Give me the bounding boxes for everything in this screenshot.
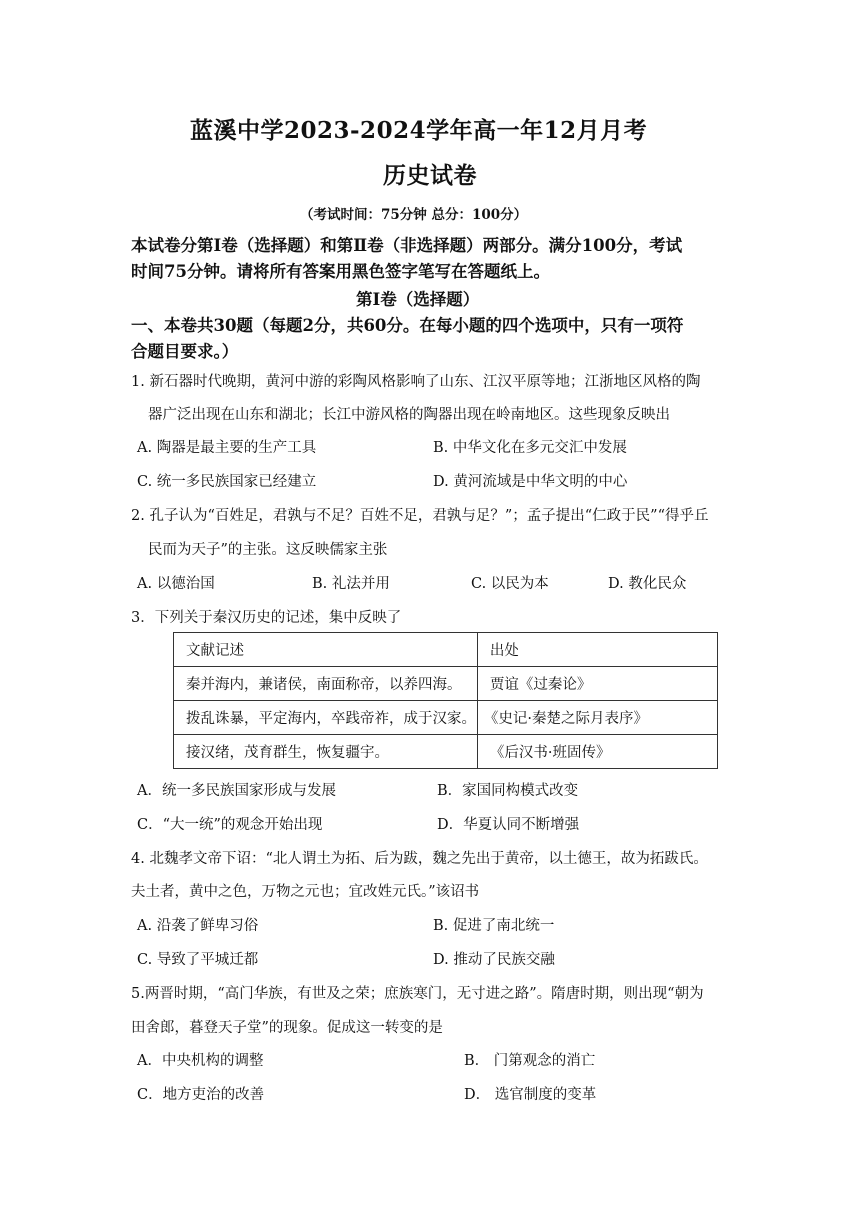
part-1-instruction-2: 合题目要求。） — [131, 342, 239, 361]
question-1-option-b: B. 中华文化在多元交汇中发展 — [433, 440, 627, 456]
question-3-option-c: C．“大一统”的观念开始出现 — [137, 817, 323, 833]
table-cell: 拨乱诛暴，平定海内，卒践帝祚，成于汉家。 — [174, 701, 478, 735]
question-1-option-c: C. 统一多民族国家已经建立 — [137, 474, 317, 490]
question-2-option-a: A. 以德治国 — [137, 576, 215, 592]
question-5-option-b: B． 门第观念的消亡 — [464, 1053, 596, 1069]
question-5-option-c: C．地方吏治的改善 — [137, 1087, 265, 1103]
question-3-option-b: B．家国同构模式改变 — [437, 783, 579, 799]
question-2-stem-line-2: 民而为天子”的主张。这反映儒家主张 — [148, 542, 388, 558]
table-row — [174, 735, 718, 769]
part-1-heading: 第Ⅰ卷（选择题） — [356, 290, 480, 309]
question-3-option-a: A．统一多民族国家形成与发展 — [137, 783, 336, 799]
exam-title: 蓝溪中学2023-2024学年高一年12月月考 — [190, 117, 648, 144]
question-3-option-d: D．华夏认同不断增强 — [437, 817, 580, 833]
table-cell: 《史记·秦楚之际月表序》 — [477, 701, 717, 735]
question-1-option-a: A. 陶器是最主要的生产工具 — [137, 440, 317, 456]
question-3-stem: 3．下列关于秦汉历史的记述，集中反映了 — [131, 610, 402, 626]
intro-line-2: 时间75分钟。请将所有答案用黑色签字笔写在答题纸上。 — [131, 262, 550, 281]
exam-subtitle: 历史试卷 — [383, 162, 477, 189]
question-1-stem-line-1: 1. 新石器时代晚期，黄河中游的彩陶风格影响了山东、江汉平原等地；江浙地区风格的陶 — [131, 374, 701, 390]
question-5-stem-line-2: 田舍郎，暮登天子堂”的现象。促成这一转变的是 — [131, 1020, 443, 1036]
question-5-option-a: A．中央机构的调整 — [137, 1053, 264, 1069]
question-3-source-table — [173, 632, 718, 769]
question-2-option-d: D. 教化民众 — [608, 576, 687, 592]
question-4-option-a: A. 沿袭了鲜卑习俗 — [137, 918, 259, 934]
table-cell: 秦并海内，兼诸侯，南面称帝，以养四海。 — [174, 667, 478, 701]
table-row — [174, 667, 718, 701]
intro-line-1: 本试卷分第Ⅰ卷（选择题）和第Ⅱ卷（非选择题）两部分。满分100分，考试 — [131, 236, 683, 255]
part-1-instruction-1: 一、本卷共30题（每题2分，共60分。在每小题的四个选项中，只有一项符 — [131, 316, 684, 335]
table-cell: 贾谊《过秦论》 — [477, 667, 717, 701]
question-1-stem-line-2: 器广泛出现在山东和湖北；长江中游风格的陶器出现在岭南地区。这些现象反映出 — [148, 407, 670, 423]
table-header-cell: 文献记述 — [174, 633, 478, 667]
question-5-option-d: D． 选官制度的变革 — [464, 1087, 597, 1103]
question-4-stem-line-2: 夫土者，黄中之色，万物之元也；宜改姓元氏。”该诏书 — [131, 884, 480, 900]
table-header-row — [174, 633, 718, 667]
table-cell: 《后汉书·班固传》 — [477, 735, 717, 769]
question-5-stem-line-1: 5.两晋时期，“高门华族，有世及之荣；庶族寒门，无寸进之路”。隋唐时期，则出现“朝为 — [131, 986, 704, 1002]
table-header-cell: 出处 — [477, 633, 717, 667]
table-cell: 接汉绪，茂育群生，恢复疆宇。 — [174, 735, 478, 769]
exam-info: （考试时间：75分钟 总分：100分） — [300, 207, 528, 223]
question-2-stem-line-1: 2. 孔子认为“百姓足，君孰与不足？百姓不足，君孰与足？”；孟子提出“仁政于民”“得乎丘 — [131, 508, 709, 524]
question-4-option-b: B. 促进了南北统一 — [433, 918, 555, 934]
question-4-option-d: D. 推动了民族交融 — [433, 952, 555, 968]
question-4-option-c: C. 导致了平城迁都 — [137, 952, 259, 968]
question-2-option-b: B. 礼法并用 — [312, 576, 390, 592]
question-1-option-d: D. 黄河流域是中华文明的中心 — [433, 474, 628, 490]
table-row — [174, 701, 718, 735]
question-4-stem-line-1: 4. 北魏孝文帝下诏：“北人谓土为拓、后为跋，魏之先出于黄帝，以土德王，故为拓跋氏。 — [131, 851, 708, 867]
question-2-option-c: C. 以民为本 — [471, 576, 549, 592]
